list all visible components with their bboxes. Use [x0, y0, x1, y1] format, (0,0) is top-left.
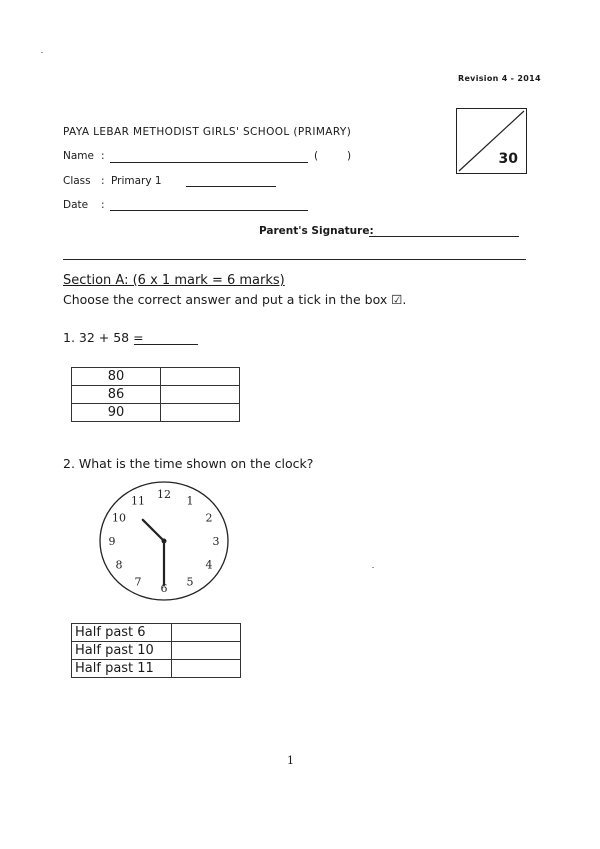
clock-number: 8 — [115, 558, 123, 572]
name-colon: : — [101, 150, 105, 162]
tick-box[interactable] — [172, 660, 241, 678]
index-paren-close: ) — [347, 150, 352, 162]
option-label: Half past 10 — [72, 642, 172, 660]
score-box — [456, 108, 527, 174]
option-row — [72, 368, 240, 386]
option-label: Half past 11 — [72, 660, 172, 678]
tick-box[interactable] — [172, 624, 241, 642]
clock-face — [96, 478, 236, 608]
clock-number: 2 — [205, 511, 213, 525]
option-row — [72, 660, 241, 678]
class-colon: : — [101, 175, 105, 187]
date-field[interactable] — [110, 210, 308, 211]
option-row — [72, 386, 240, 404]
index-paren-open: ( — [314, 150, 319, 162]
option-label: Half past 6 — [72, 624, 172, 642]
parent-signature-field[interactable] — [369, 236, 519, 237]
clock-number: 4 — [205, 558, 213, 572]
clock-number: 9 — [108, 535, 116, 548]
question-1-answer-line — [134, 344, 198, 345]
question-2-text: 2. What is the time shown on the clock? — [63, 456, 314, 471]
option-row — [72, 624, 241, 642]
school-name: PAYA LEBAR METHODIST GIRLS' SCHOOL (PRIMARY) — [63, 126, 352, 138]
header-divider — [63, 259, 526, 260]
clock-center — [162, 539, 167, 544]
clock-hour-hand — [143, 520, 164, 541]
option-label: 80 — [72, 368, 161, 386]
scan-speck — [41, 52, 43, 53]
class-value: Primary 1 — [111, 175, 162, 187]
clock-number: 11 — [131, 494, 145, 508]
option-row — [72, 642, 241, 660]
option-label: 90 — [72, 404, 161, 422]
clock-number: 5 — [186, 575, 194, 589]
date-colon: : — [101, 199, 105, 211]
tick-box[interactable] — [161, 404, 240, 422]
clock-number: 3 — [212, 535, 220, 548]
page-number: 1 — [287, 754, 294, 767]
option-row — [72, 404, 240, 422]
question-1-text: 1. 32 + 58 = — [63, 330, 144, 345]
clock-number: 12 — [157, 488, 171, 501]
tick-box[interactable] — [161, 368, 240, 386]
section-title: Section A: (6 x 1 mark = 6 marks) — [63, 273, 285, 288]
tick-box[interactable] — [172, 642, 241, 660]
revision-label: Revision 4 - 2014 — [458, 74, 541, 83]
question-1-options — [71, 367, 240, 422]
tick-box[interactable] — [161, 386, 240, 404]
class-label: Class — [63, 175, 91, 187]
scan-speck — [372, 567, 374, 568]
clock-number: 6 — [160, 582, 168, 595]
section-instruction: Choose the correct answer and put a tick in the box ☑. — [63, 292, 407, 307]
clock-number: 7 — [134, 575, 142, 589]
question-2-options — [71, 623, 241, 678]
date-label: Date — [63, 199, 89, 211]
parent-signature-label: Parent's Signature: — [259, 225, 374, 237]
clock-number: 10 — [111, 511, 126, 525]
clock-number: 1 — [186, 494, 194, 508]
class-field[interactable] — [186, 186, 276, 187]
name-label: Name — [63, 150, 94, 162]
score-total: 30 — [498, 151, 518, 167]
name-field[interactable] — [110, 162, 308, 163]
option-label: 86 — [72, 386, 161, 404]
